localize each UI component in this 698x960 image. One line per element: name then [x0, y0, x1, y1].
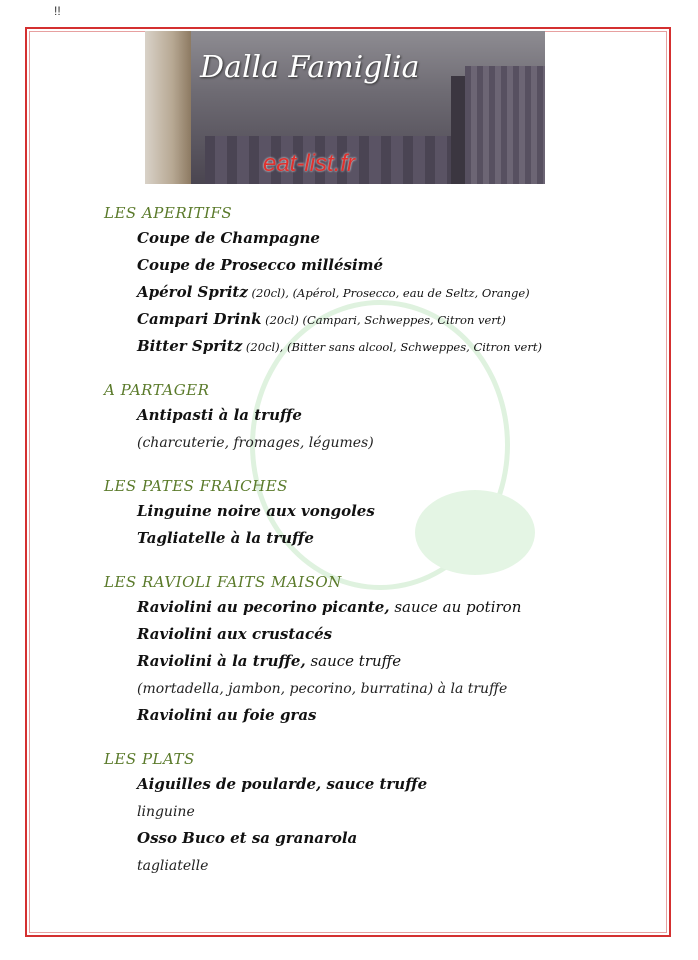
- item-name: Apérol Spritz: [137, 283, 248, 301]
- menu-item: [137, 702, 658, 729]
- page-marker: !!: [54, 4, 61, 18]
- item-details: (20cl) (Campari, Schweppes, Citron vert): [261, 313, 506, 327]
- item-name: Osso Buco et sa granarola: [137, 829, 358, 847]
- site-watermark: eat-list.fr: [263, 150, 356, 177]
- item-name: Raviolini aux crustacés: [137, 625, 333, 643]
- menu-item: [137, 333, 658, 360]
- menu-item: [137, 771, 658, 798]
- item-description: (mortadella, jambon, pecorino, burratina) à la truffe: [137, 681, 508, 697]
- menu-list: [104, 202, 658, 898]
- item-name: Bitter Spritz: [137, 337, 243, 355]
- section-items: [104, 498, 658, 552]
- menu-item-description: [137, 798, 658, 825]
- column-image: [451, 76, 465, 184]
- menu-item: [137, 279, 658, 306]
- menu-item: [137, 498, 658, 525]
- item-name: Tagliatelle à la truffe: [137, 529, 314, 547]
- menu-item: [137, 525, 658, 552]
- restaurant-name: Dalla Famiglia: [200, 50, 420, 85]
- item-details: (20cl), (Bitter sans alcool, Schweppes, Citron vert): [242, 340, 542, 354]
- item-name: Raviolini au foie gras: [137, 706, 317, 724]
- item-name: Raviolini à la truffe,: [137, 652, 306, 670]
- section-title: LES PLATS: [104, 750, 195, 768]
- item-name: Coupe de Champagne: [137, 229, 320, 247]
- menu-section: [104, 571, 658, 729]
- item-description: linguine: [137, 804, 195, 820]
- section-items: [104, 402, 658, 456]
- menu-item: [137, 306, 658, 333]
- menu-item: [137, 594, 658, 621]
- item-name: Campari Drink: [137, 310, 262, 328]
- menu-item: [137, 252, 658, 279]
- menu-item: [137, 825, 658, 852]
- item-name: Antipasti à la truffe: [137, 406, 302, 424]
- item-name: Raviolini au pecorino picante,: [137, 598, 390, 616]
- menu-item-description: [137, 852, 658, 879]
- item-description: (charcuterie, fromages, légumes): [137, 435, 374, 451]
- section-items: [104, 771, 658, 879]
- menu-item-description: [137, 675, 658, 702]
- palace-image: [465, 66, 545, 184]
- section-items: [104, 594, 658, 729]
- section-title: A PARTAGER: [104, 381, 210, 399]
- item-name: Linguine noire aux vongoles: [137, 502, 375, 520]
- item-sauce: sauce au potiron: [389, 598, 522, 616]
- menu-section: [104, 379, 658, 456]
- item-name: Coupe de Prosecco millésimé: [137, 256, 384, 274]
- section-title: LES PATES FRAICHES: [104, 477, 288, 495]
- item-name: Aiguilles de poularde, sauce truffe: [137, 775, 428, 793]
- item-sauce: sauce truffe: [305, 652, 402, 670]
- section-items: [104, 225, 658, 360]
- item-description: tagliatelle: [137, 858, 209, 874]
- item-details: (20cl), (Apérol, Prosecco, eau de Seltz, Orange): [247, 286, 530, 300]
- menu-section: [104, 475, 658, 552]
- section-title: LES RAVIOLI FAITS MAISON: [104, 573, 342, 591]
- menu-item: [137, 402, 658, 429]
- menu-item: [137, 225, 658, 252]
- menu-section: [104, 202, 658, 360]
- section-title: LES APERITIFS: [104, 204, 233, 222]
- menu-item: [137, 621, 658, 648]
- menu-item-description: [137, 429, 658, 456]
- ribbon-bow-image: [145, 31, 191, 184]
- menu-item: [137, 648, 658, 675]
- menu-section: [104, 748, 658, 879]
